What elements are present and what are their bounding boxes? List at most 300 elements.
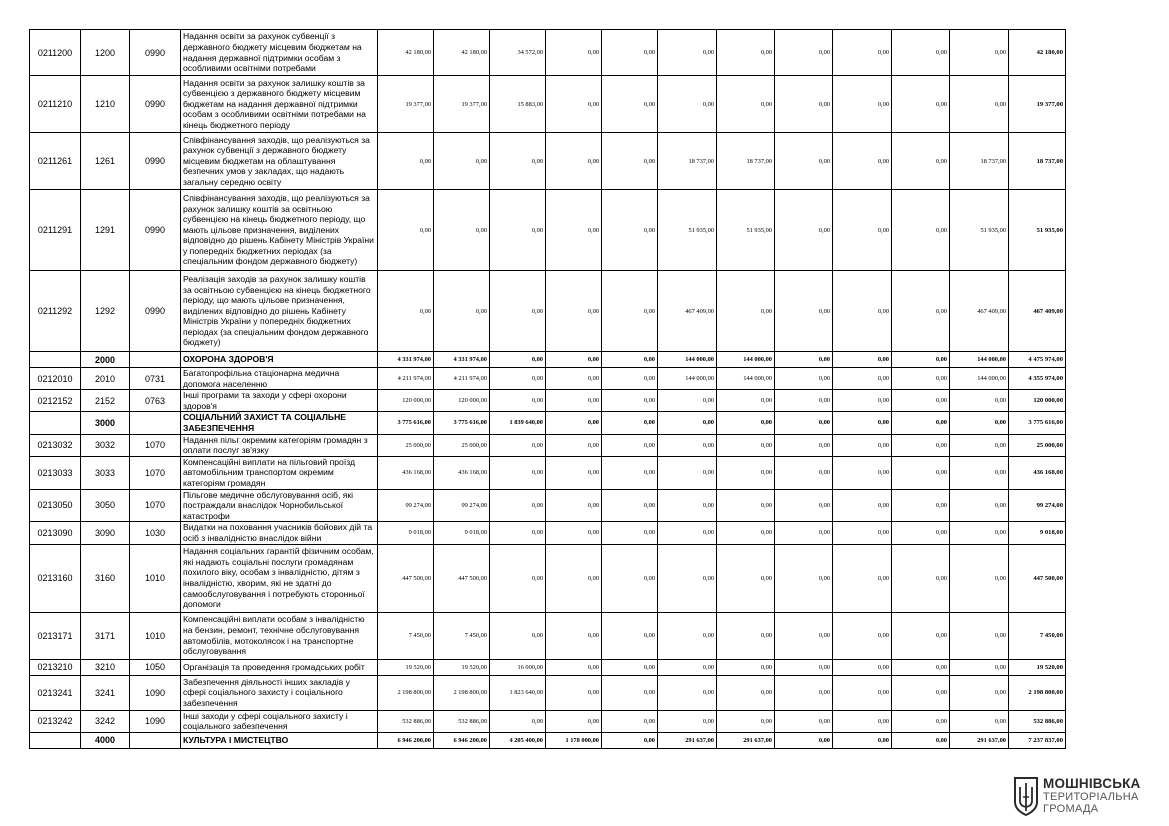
trident-icon xyxy=(1012,776,1040,816)
amount-cell: 0,00 xyxy=(658,456,717,489)
total-amount-cell: 99 274,00 xyxy=(1009,489,1066,522)
amount-cell: 0,00 xyxy=(775,190,833,271)
amount-cell: 0,00 xyxy=(775,612,833,659)
table-row xyxy=(30,133,1066,190)
amount-cell: 0,00 xyxy=(950,710,1009,732)
amount-cell: 0,00 xyxy=(892,544,950,612)
program-code-cell xyxy=(30,412,81,434)
program-code-cell: 0213210 xyxy=(30,659,81,675)
amount-cell: 532 886,00 xyxy=(434,710,490,732)
item-name-cell: Співфінансування заходів, що реалізуються за рахунок субвенції з державного бюджету місцевим бюджетам на облаштування безпечних умов у закладах, що надають загальну середню освіту xyxy=(181,133,378,190)
table-row xyxy=(30,271,1066,352)
kfkvk-code-cell: 1070 xyxy=(130,456,181,489)
amount-cell: 0,00 xyxy=(892,434,950,456)
amount-cell: 0,00 xyxy=(892,30,950,76)
item-name-cell: Надання соціальних гарантій фізичним особам, які надають соціальні послуги громадянам похилого віку, особам з інвалідністю, дітям з інвалідністю, хворим, які не здатні до самообслуговування і потребують сторонньої допомоги xyxy=(181,544,378,612)
amount-cell: 0,00 xyxy=(490,271,546,352)
program-code-cell: 0213160 xyxy=(30,544,81,612)
amount-cell: 291 637,00 xyxy=(658,732,717,748)
amount-cell: 42 180,00 xyxy=(378,30,434,76)
amount-cell: 0,00 xyxy=(892,390,950,412)
amount-cell: 6 946 200,00 xyxy=(378,732,434,748)
total-amount-cell: 447 500,00 xyxy=(1009,544,1066,612)
amount-cell: 34 572,00 xyxy=(490,30,546,76)
kfkvk-code-cell: 0763 xyxy=(130,390,181,412)
amount-cell: 0,00 xyxy=(378,271,434,352)
amount-cell: 15 883,00 xyxy=(490,76,546,133)
amount-cell: 0,00 xyxy=(833,76,892,133)
amount-cell: 0,00 xyxy=(775,390,833,412)
program-code-cell: 0212152 xyxy=(30,390,81,412)
amount-cell: 0,00 xyxy=(602,271,658,352)
amount-cell: 0,00 xyxy=(602,612,658,659)
amount-cell: 0,00 xyxy=(546,710,602,732)
amount-cell: 19 377,00 xyxy=(378,76,434,133)
logo-subtitle: ТЕРИТОРІАЛЬНА xyxy=(1043,791,1139,803)
item-name-cell: Забезпечення діяльності інших закладів у сфері соціального захисту і соціального забезпечення xyxy=(181,675,378,710)
amount-cell: 0,00 xyxy=(833,30,892,76)
amount-cell: 0,00 xyxy=(602,412,658,434)
amount-cell: 0,00 xyxy=(833,271,892,352)
amount-cell: 0,00 xyxy=(490,522,546,544)
community-logo xyxy=(1012,774,1152,822)
amount-cell: 0,00 xyxy=(717,612,775,659)
table-row xyxy=(30,522,1066,544)
total-amount-cell: 7 237 837,00 xyxy=(1009,732,1066,748)
amount-cell: 0,00 xyxy=(490,190,546,271)
amount-cell: 0,00 xyxy=(434,133,490,190)
item-name-cell: ОХОРОНА ЗДОРОВ'Я xyxy=(181,352,378,368)
amount-cell: 0,00 xyxy=(490,390,546,412)
amount-cell: 0,00 xyxy=(602,732,658,748)
amount-cell: 144 000,00 xyxy=(658,352,717,368)
amount-cell: 0,00 xyxy=(717,30,775,76)
amount-cell: 4 331 974,00 xyxy=(434,352,490,368)
total-amount-cell: 25 000,00 xyxy=(1009,434,1066,456)
amount-cell: 9 018,00 xyxy=(378,522,434,544)
amount-cell: 0,00 xyxy=(950,434,1009,456)
amount-cell: 3 775 616,00 xyxy=(434,412,490,434)
amount-cell: 0,00 xyxy=(490,456,546,489)
total-amount-cell: 4 355 974,00 xyxy=(1009,368,1066,390)
amount-cell: 0,00 xyxy=(490,352,546,368)
program-code-cell: 0211210 xyxy=(30,76,81,133)
amount-cell: 532 886,00 xyxy=(378,710,434,732)
total-amount-cell: 467 409,00 xyxy=(1009,271,1066,352)
amount-cell: 144 000,00 xyxy=(950,368,1009,390)
amount-cell: 0,00 xyxy=(717,390,775,412)
total-amount-cell: 18 737,00 xyxy=(1009,133,1066,190)
amount-cell: 436 168,00 xyxy=(378,456,434,489)
amount-cell: 0,00 xyxy=(490,489,546,522)
kfkvk-code-cell: 1010 xyxy=(130,612,181,659)
program-code-cell: 0211292 xyxy=(30,271,81,352)
program-code-cell: 0213033 xyxy=(30,456,81,489)
function-code-cell: 3032 xyxy=(81,434,130,456)
function-code-cell: 4000 xyxy=(81,732,130,748)
amount-cell: 0,00 xyxy=(658,412,717,434)
amount-cell: 7 450,00 xyxy=(378,612,434,659)
function-code-cell: 1292 xyxy=(81,271,130,352)
total-amount-cell: 42 180,00 xyxy=(1009,30,1066,76)
amount-cell: 51 935,00 xyxy=(950,190,1009,271)
amount-cell: 0,00 xyxy=(892,612,950,659)
amount-cell: 18 737,00 xyxy=(717,133,775,190)
amount-cell: 0,00 xyxy=(775,76,833,133)
item-name-cell: Багатопрофільна стаціонарна медична допомога населенню xyxy=(181,368,378,390)
amount-cell: 0,00 xyxy=(892,133,950,190)
program-code-cell: 0213050 xyxy=(30,489,81,522)
item-name-cell: Реалізація заходів за рахунок залишку коштів за освітньою субвенцією на кінець бюджетного періоду, що мають цільове призначення, виділених відповідно до рішень Кабінету Міністрів України у попередніх бюджетних періодах (за спеціальним фондом державного бюджету) xyxy=(181,271,378,352)
amount-cell: 0,00 xyxy=(546,76,602,133)
item-name-cell: Надання пільг окремим категоріям громадян з оплати послуг зв'язку xyxy=(181,434,378,456)
amount-cell: 0,00 xyxy=(717,271,775,352)
amount-cell: 0,00 xyxy=(950,675,1009,710)
amount-cell: 0,00 xyxy=(775,30,833,76)
item-name-cell: Надання освіти за рахунок субвенції з державного бюджету місцевим бюджетам на надання державної підтримки особам з особливими освітніми потребами xyxy=(181,30,378,76)
amount-cell: 0,00 xyxy=(892,489,950,522)
total-amount-cell: 2 198 800,00 xyxy=(1009,675,1066,710)
amount-cell: 51 935,00 xyxy=(717,190,775,271)
total-amount-cell: 4 475 974,00 xyxy=(1009,352,1066,368)
amount-cell: 0,00 xyxy=(546,675,602,710)
amount-cell: 0,00 xyxy=(892,675,950,710)
amount-cell: 291 637,00 xyxy=(950,732,1009,748)
amount-cell: 0,00 xyxy=(950,544,1009,612)
amount-cell: 0,00 xyxy=(950,456,1009,489)
amount-cell: 0,00 xyxy=(602,133,658,190)
amount-cell: 0,00 xyxy=(658,434,717,456)
table-row xyxy=(30,489,1066,522)
amount-cell: 0,00 xyxy=(658,710,717,732)
kfkvk-code-cell xyxy=(130,412,181,434)
program-code-cell: 0213242 xyxy=(30,710,81,732)
amount-cell: 120 000,00 xyxy=(434,390,490,412)
table-row xyxy=(30,456,1066,489)
amount-cell: 25 000,00 xyxy=(434,434,490,456)
amount-cell: 0,00 xyxy=(775,412,833,434)
amount-cell: 0,00 xyxy=(546,352,602,368)
program-code-cell xyxy=(30,732,81,748)
amount-cell: 0,00 xyxy=(602,368,658,390)
total-amount-cell: 532 886,00 xyxy=(1009,710,1066,732)
amount-cell: 0,00 xyxy=(775,434,833,456)
program-code-cell: 0211291 xyxy=(30,190,81,271)
table-row xyxy=(30,659,1066,675)
table-row xyxy=(30,76,1066,133)
amount-cell: 0,00 xyxy=(833,456,892,489)
logo-title: МОШНІВСЬКА xyxy=(1043,776,1141,791)
budget-table-body xyxy=(30,30,1066,749)
amount-cell: 0,00 xyxy=(775,133,833,190)
amount-cell: 0,00 xyxy=(833,352,892,368)
table-row xyxy=(30,368,1066,390)
amount-cell: 4 205 400,00 xyxy=(490,732,546,748)
amount-cell: 0,00 xyxy=(775,659,833,675)
amount-cell: 42 180,00 xyxy=(434,30,490,76)
amount-cell: 0,00 xyxy=(833,133,892,190)
logo-subtitle-2: ГРОМАДА xyxy=(1043,803,1099,815)
item-name-cell: Компенсаційні виплати на пільговий проїзд автомобільним транспортом окремим категоріям громадян xyxy=(181,456,378,489)
item-name-cell: Компенсаційні виплати особам з інвалідністю на бензин, ремонт, технічне обслуговування автомобілів, мотоколясок і на транспортне обслуговування xyxy=(181,612,378,659)
amount-cell: 0,00 xyxy=(833,489,892,522)
amount-cell: 0,00 xyxy=(602,352,658,368)
table-group-row xyxy=(30,352,1066,368)
kfkvk-code-cell: 1010 xyxy=(130,544,181,612)
item-name-cell: КУЛЬТУРА І МИСТЕЦТВО xyxy=(181,732,378,748)
total-amount-cell: 51 935,00 xyxy=(1009,190,1066,271)
amount-cell: 19 377,00 xyxy=(434,76,490,133)
amount-cell: 0,00 xyxy=(950,489,1009,522)
amount-cell: 0,00 xyxy=(717,522,775,544)
amount-cell: 144 000,00 xyxy=(717,368,775,390)
budget-table xyxy=(29,29,1066,749)
function-code-cell: 1200 xyxy=(81,30,130,76)
kfkvk-code-cell: 0990 xyxy=(130,30,181,76)
kfkvk-code-cell: 1070 xyxy=(130,434,181,456)
amount-cell: 0,00 xyxy=(490,544,546,612)
item-name-cell: Інші заходи у сфері соціального захисту і соціального забезпечення xyxy=(181,710,378,732)
amount-cell: 0,00 xyxy=(546,271,602,352)
amount-cell: 7 450,00 xyxy=(434,612,490,659)
amount-cell: 0,00 xyxy=(892,190,950,271)
amount-cell: 99 274,00 xyxy=(378,489,434,522)
amount-cell: 0,00 xyxy=(546,412,602,434)
function-code-cell: 3242 xyxy=(81,710,130,732)
table-row xyxy=(30,30,1066,76)
total-amount-cell: 3 775 616,00 xyxy=(1009,412,1066,434)
total-amount-cell: 9 018,00 xyxy=(1009,522,1066,544)
amount-cell: 0,00 xyxy=(717,412,775,434)
amount-cell: 0,00 xyxy=(546,30,602,76)
amount-cell: 0,00 xyxy=(775,675,833,710)
amount-cell: 0,00 xyxy=(658,659,717,675)
amount-cell: 0,00 xyxy=(658,390,717,412)
kfkvk-code-cell: 1070 xyxy=(130,489,181,522)
amount-cell: 1 823 640,00 xyxy=(490,675,546,710)
amount-cell: 0,00 xyxy=(833,612,892,659)
amount-cell: 0,00 xyxy=(950,390,1009,412)
amount-cell: 0,00 xyxy=(546,456,602,489)
amount-cell: 19 520,00 xyxy=(378,659,434,675)
amount-cell: 0,00 xyxy=(378,190,434,271)
amount-cell: 0,00 xyxy=(602,675,658,710)
function-code-cell: 2152 xyxy=(81,390,130,412)
amount-cell: 0,00 xyxy=(892,659,950,675)
total-amount-cell: 19 520,00 xyxy=(1009,659,1066,675)
amount-cell: 291 637,00 xyxy=(717,732,775,748)
amount-cell: 6 946 200,00 xyxy=(434,732,490,748)
amount-cell: 144 000,00 xyxy=(658,368,717,390)
amount-cell: 1 178 000,00 xyxy=(546,732,602,748)
amount-cell: 0,00 xyxy=(602,434,658,456)
amount-cell: 0,00 xyxy=(775,544,833,612)
amount-cell: 0,00 xyxy=(602,456,658,489)
amount-cell: 0,00 xyxy=(602,544,658,612)
amount-cell: 0,00 xyxy=(892,522,950,544)
function-code-cell: 1261 xyxy=(81,133,130,190)
amount-cell: 0,00 xyxy=(658,489,717,522)
table-row xyxy=(30,710,1066,732)
amount-cell: 16 000,00 xyxy=(490,659,546,675)
amount-cell: 0,00 xyxy=(892,412,950,434)
item-name-cell: СОЦІАЛЬНИЙ ЗАХИСТ ТА СОЦІАЛЬНЕ ЗАБЕЗПЕЧЕННЯ xyxy=(181,412,378,434)
item-name-cell: Видатки на поховання учасників бойових дій та осіб з інвалідністю внаслідок війни xyxy=(181,522,378,544)
amount-cell: 0,00 xyxy=(658,544,717,612)
amount-cell: 144 000,00 xyxy=(717,352,775,368)
function-code-cell: 1291 xyxy=(81,190,130,271)
kfkvk-code-cell: 0990 xyxy=(130,190,181,271)
amount-cell: 0,00 xyxy=(602,390,658,412)
amount-cell: 25 000,00 xyxy=(378,434,434,456)
amount-cell: 0,00 xyxy=(717,659,775,675)
table-row xyxy=(30,612,1066,659)
item-name-cell: Надання освіти за рахунок залишку коштів за субвенцією з державного бюджету місцевим бюджетам на надання державної підтримки особам з особливими освітніми потребами на кінець бюджетного періоду xyxy=(181,76,378,133)
kfkvk-code-cell xyxy=(130,732,181,748)
item-name-cell: Пільгове медичне обслуговування осіб, які постраждали внаслідок Чорнобильської катастрофи xyxy=(181,489,378,522)
function-code-cell: 3050 xyxy=(81,489,130,522)
amount-cell: 0,00 xyxy=(775,489,833,522)
amount-cell: 0,00 xyxy=(833,522,892,544)
amount-cell: 467 409,00 xyxy=(658,271,717,352)
amount-cell: 0,00 xyxy=(434,271,490,352)
function-code-cell: 3210 xyxy=(81,659,130,675)
table-group-row xyxy=(30,732,1066,748)
amount-cell: 0,00 xyxy=(717,544,775,612)
kfkvk-code-cell: 0990 xyxy=(130,271,181,352)
amount-cell: 0,00 xyxy=(950,30,1009,76)
amount-cell: 0,00 xyxy=(490,133,546,190)
amount-cell: 447 500,00 xyxy=(434,544,490,612)
function-code-cell: 3160 xyxy=(81,544,130,612)
amount-cell: 4 211 974,00 xyxy=(434,368,490,390)
table-group-row xyxy=(30,412,1066,434)
table-row xyxy=(30,434,1066,456)
amount-cell: 0,00 xyxy=(892,271,950,352)
amount-cell: 0,00 xyxy=(546,544,602,612)
amount-cell: 467 409,00 xyxy=(950,271,1009,352)
amount-cell: 51 935,00 xyxy=(658,190,717,271)
amount-cell: 18 737,00 xyxy=(658,133,717,190)
amount-cell: 0,00 xyxy=(490,434,546,456)
amount-cell: 0,00 xyxy=(833,544,892,612)
amount-cell: 0,00 xyxy=(775,522,833,544)
amount-cell: 0,00 xyxy=(833,675,892,710)
amount-cell: 9 018,00 xyxy=(434,522,490,544)
kfkvk-code-cell: 0731 xyxy=(130,368,181,390)
amount-cell: 0,00 xyxy=(775,368,833,390)
program-code-cell: 0213171 xyxy=(30,612,81,659)
amount-cell: 0,00 xyxy=(602,30,658,76)
function-code-cell: 2000 xyxy=(81,352,130,368)
amount-cell: 436 168,00 xyxy=(434,456,490,489)
amount-cell: 0,00 xyxy=(546,659,602,675)
program-code-cell xyxy=(30,352,81,368)
amount-cell: 0,00 xyxy=(658,612,717,659)
kfkvk-code-cell: 1050 xyxy=(130,659,181,675)
program-code-cell: 0213241 xyxy=(30,675,81,710)
amount-cell: 0,00 xyxy=(892,456,950,489)
program-code-cell: 0211200 xyxy=(30,30,81,76)
amount-cell: 18 737,00 xyxy=(950,133,1009,190)
amount-cell: 0,00 xyxy=(833,190,892,271)
amount-cell: 0,00 xyxy=(775,710,833,732)
amount-cell: 0,00 xyxy=(602,190,658,271)
amount-cell: 0,00 xyxy=(833,412,892,434)
amount-cell: 0,00 xyxy=(833,659,892,675)
amount-cell: 1 839 640,00 xyxy=(490,412,546,434)
kfkvk-code-cell: 1090 xyxy=(130,675,181,710)
kfkvk-code-cell xyxy=(130,352,181,368)
amount-cell: 0,00 xyxy=(775,271,833,352)
function-code-cell: 3033 xyxy=(81,456,130,489)
amount-cell: 2 198 800,00 xyxy=(434,675,490,710)
amount-cell: 0,00 xyxy=(490,368,546,390)
amount-cell: 0,00 xyxy=(546,522,602,544)
amount-cell: 0,00 xyxy=(892,368,950,390)
amount-cell: 0,00 xyxy=(833,368,892,390)
amount-cell: 0,00 xyxy=(546,190,602,271)
table-row xyxy=(30,190,1066,271)
amount-cell: 0,00 xyxy=(717,456,775,489)
amount-cell: 4 211 974,00 xyxy=(378,368,434,390)
amount-cell: 0,00 xyxy=(892,352,950,368)
amount-cell: 0,00 xyxy=(950,76,1009,133)
program-code-cell: 0213032 xyxy=(30,434,81,456)
kfkvk-code-cell: 0990 xyxy=(130,133,181,190)
amount-cell: 0,00 xyxy=(717,489,775,522)
amount-cell: 0,00 xyxy=(950,612,1009,659)
amount-cell: 447 500,00 xyxy=(378,544,434,612)
amount-cell: 0,00 xyxy=(546,390,602,412)
amount-cell: 0,00 xyxy=(775,732,833,748)
amount-cell: 0,00 xyxy=(717,434,775,456)
item-name-cell: Співфінансування заходів, що реалізуються за рахунок залишку коштів за освітньою субвенцією на кінець бюджетного періоду, що мають цільове призначення, виділених відповідно до рішень Кабінету Міністрів України у попередніх бюджетних періодах (за спеціальним фондом державного бюджету) xyxy=(181,190,378,271)
table-row xyxy=(30,544,1066,612)
function-code-cell: 3090 xyxy=(81,522,130,544)
kfkvk-code-cell: 1030 xyxy=(130,522,181,544)
amount-cell: 0,00 xyxy=(378,133,434,190)
amount-cell: 3 775 616,00 xyxy=(378,412,434,434)
amount-cell: 0,00 xyxy=(602,710,658,732)
table-row xyxy=(30,390,1066,412)
amount-cell: 0,00 xyxy=(717,76,775,133)
function-code-cell: 1210 xyxy=(81,76,130,133)
amount-cell: 0,00 xyxy=(434,190,490,271)
amount-cell: 99 274,00 xyxy=(434,489,490,522)
total-amount-cell: 436 168,00 xyxy=(1009,456,1066,489)
amount-cell: 0,00 xyxy=(602,659,658,675)
amount-cell: 0,00 xyxy=(658,76,717,133)
program-code-cell: 0213090 xyxy=(30,522,81,544)
amount-cell: 0,00 xyxy=(658,522,717,544)
amount-cell: 0,00 xyxy=(833,434,892,456)
amount-cell: 0,00 xyxy=(546,489,602,522)
program-code-cell: 0211261 xyxy=(30,133,81,190)
amount-cell: 0,00 xyxy=(602,522,658,544)
amount-cell: 0,00 xyxy=(546,612,602,659)
amount-cell: 0,00 xyxy=(717,710,775,732)
amount-cell: 0,00 xyxy=(602,76,658,133)
amount-cell: 0,00 xyxy=(833,710,892,732)
program-code-cell: 0212010 xyxy=(30,368,81,390)
amount-cell: 0,00 xyxy=(546,434,602,456)
amount-cell: 0,00 xyxy=(658,675,717,710)
item-name-cell: Інші програми та заходи у сфері охорони здоров'я xyxy=(181,390,378,412)
kfkvk-code-cell: 1090 xyxy=(130,710,181,732)
amount-cell: 0,00 xyxy=(546,133,602,190)
amount-cell: 120 000,00 xyxy=(378,390,434,412)
